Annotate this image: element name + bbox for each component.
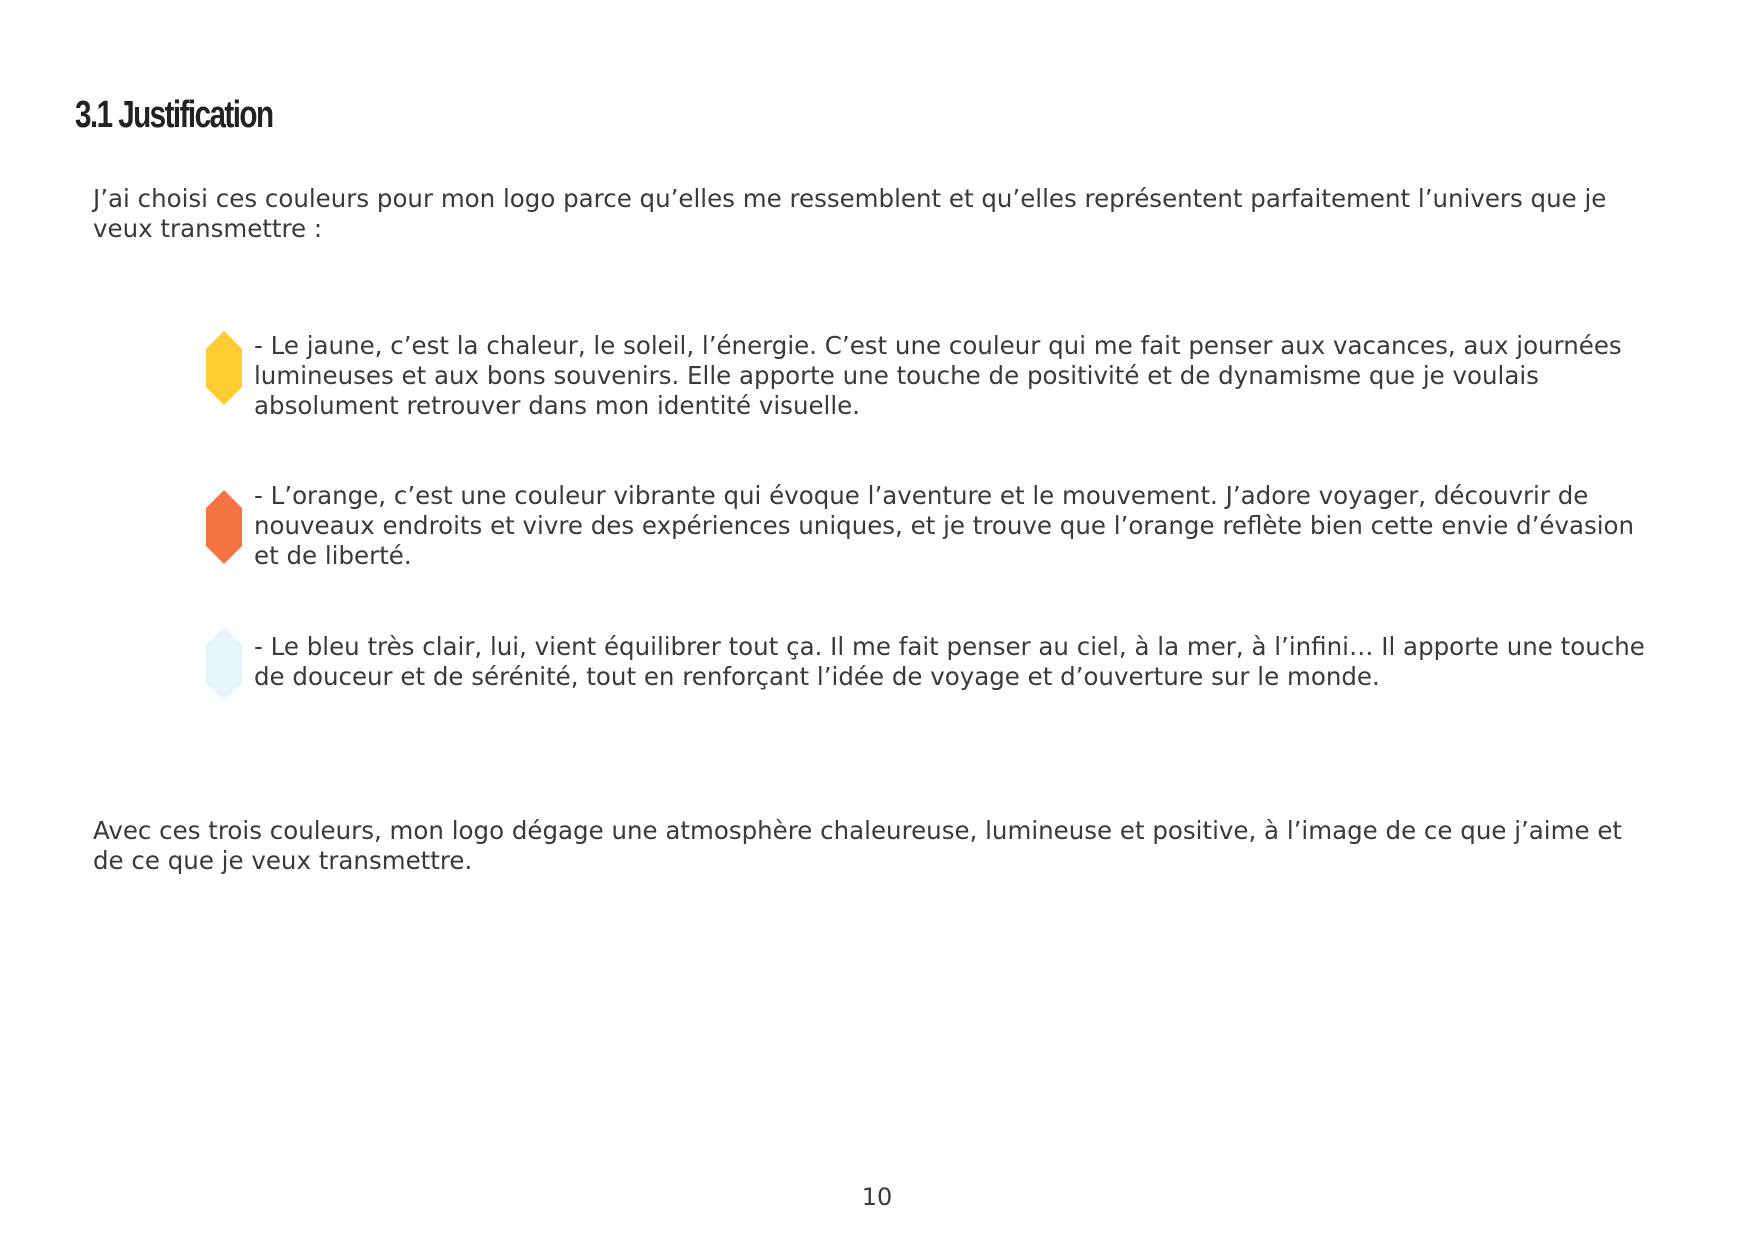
orange-description: - L’orange, c’est une couleur vibrante qui évoque l’aventure et le mouvement. J’adore voyager, découvrir de nouveaux endroits et vivre des expériences uniques, et je trouve que l’orange reflète bien cette envie d’évasion et de liberté.	[254, 481, 1635, 570]
conclusion-paragraph: Avec ces trois couleurs, mon logo dégage une atmosphère chaleureuse, lumineuse et positive, à l’image de ce que j’aime et de ce que je veux transmettre.	[93, 816, 1623, 875]
orange-hexagon-shape	[206, 490, 242, 564]
yellow-description: - Le jaune, c’est la chaleur, le soleil, l’énergie. C’est une couleur qui me fait penser aux vacances, aux journées lumineuses et aux bons souvenirs. Elle apporte une touche de positivité et de dynamisme que je voulais absolument retrouver dans mon identité visuelle.	[254, 331, 1622, 420]
yellow-hexagon-shape	[206, 331, 242, 405]
light-blue-hexagon-icon	[206, 627, 242, 701]
light-blue-hexagon-shape	[206, 627, 242, 701]
orange-hexagon-icon	[206, 490, 242, 564]
light-blue-description: - Le bleu très clair, lui, vient équilibrer tout ça. Il me fait penser au ciel, à la mer, à l’infini… Il apporte une touche de douceur et de sérénité, tout en renforçant l’idée de voyage et d’ouverture sur le monde.	[254, 632, 1645, 691]
section-title: 3.1 Justification	[75, 94, 273, 137]
intro-paragraph: J’ai choisi ces couleurs pour mon logo parce qu’elles me ressemblent et qu’elles représentent parfaitement l’univers que je veux transmettre :	[93, 184, 1607, 243]
page-number: 10	[861, 1183, 893, 1211]
yellow-hexagon-icon	[206, 331, 242, 405]
